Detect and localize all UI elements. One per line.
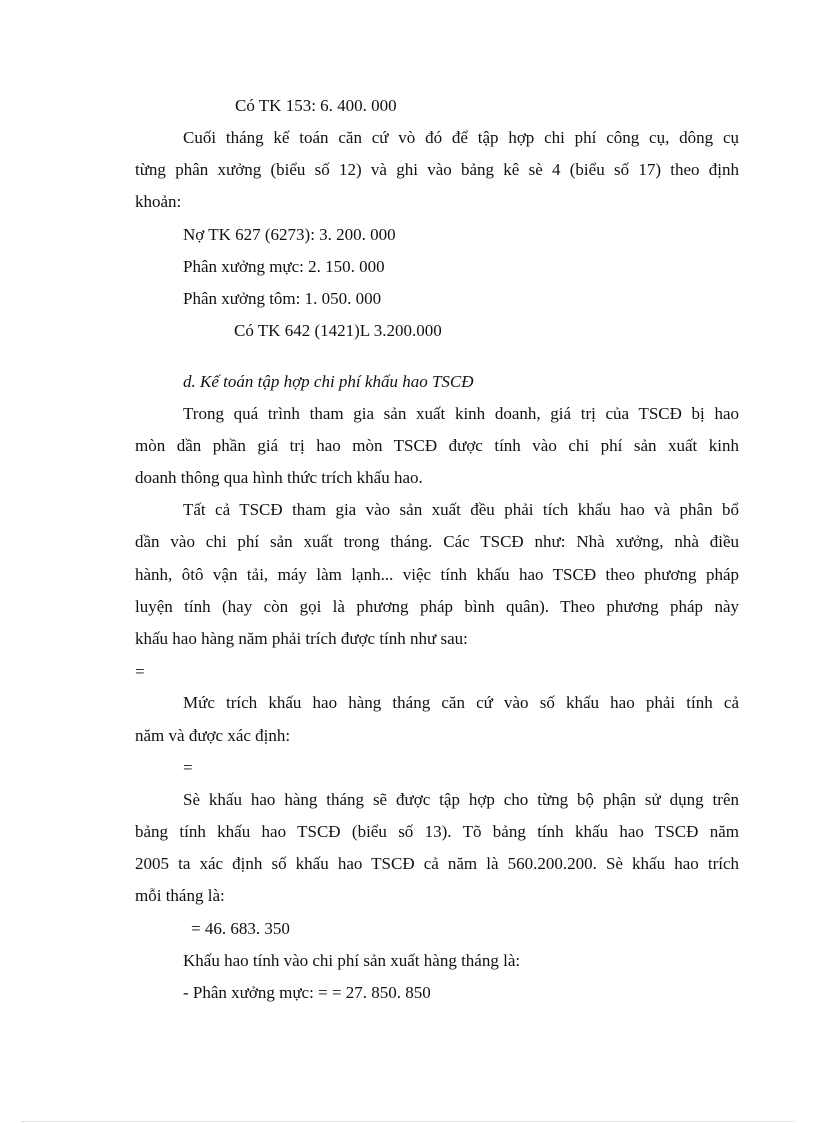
paragraph-line: Cuối tháng kế toán căn cứ vò đó để tập hợp chi phí công cụ, dông cụ — [183, 128, 739, 147]
section-heading: d. Kế toán tập hợp chi phí khấu hao TSCĐ — [183, 372, 474, 391]
paragraph-line: mỗi tháng là: — [135, 886, 225, 905]
paragraph-line: khấu hao hàng năm phải trích được tính như sau: — [135, 629, 468, 648]
paragraph-line: dần vào chi phí sản xuất trong tháng. Các TSCĐ như: Nhà xưởng, nhà điều — [135, 532, 739, 551]
paragraph-line: 2005 ta xác định số khấu hao TSCĐ cả năm là 560.200.200. Sè khấu hao trích — [135, 854, 739, 873]
paragraph-line: từng phân xưởng (biểu số 12) và ghi vào bảng kê sè 4 (biểu số 17) theo định — [135, 160, 739, 179]
workshop-squid-depreciation: - Phân xưởng mực: = = 27. 850. 850 — [183, 983, 431, 1002]
paragraph-line: Khấu hao tính vào chi phí sản xuất hàng tháng là: — [183, 951, 521, 970]
formula-equals: = — [183, 758, 193, 777]
workshop-squid-line: Phân xưởng mực: 2. 150. 000 — [183, 257, 385, 276]
page-bottom-rule — [22, 1121, 794, 1122]
debit-line-tk627: Nợ TK 627 (6273): 3. 200. 000 — [183, 225, 396, 244]
paragraph-line: Tất cả TSCĐ tham gia vào sản xuất đều phải tích khấu hao và phân bổ — [183, 500, 739, 519]
paragraph-line: năm và được xác định: — [135, 726, 291, 745]
paragraph-line: bảng tính khấu hao TSCĐ (biểu số 13). Tõ bảng tính khấu hao TSCĐ năm — [135, 822, 739, 841]
paragraph-line: doanh thông qua hình thức trích khấu hao. — [135, 468, 423, 487]
paragraph-line: Trong quá trình tham gia sản xuất kinh doanh, giá trị của TSCĐ bị hao — [183, 404, 739, 423]
credit-line-tk642: Có TK 642 (1421)L 3.200.000 — [234, 321, 442, 340]
paragraph-line: Mức trích khấu hao hàng tháng căn cứ vào số khấu hao phải tính cả — [183, 693, 739, 712]
paragraph-line: hành, ôtô vận tải, máy làm lạnh... việc tính khấu hao TSCĐ theo phương pháp — [135, 565, 739, 584]
workshop-shrimp-line: Phân xưởng tôm: 1. 050. 000 — [183, 289, 382, 308]
paragraph-line: Sè khấu hao hàng tháng sẽ được tập hợp cho từng bộ phận sử dụng trên — [183, 790, 739, 809]
paragraph-line: luyện tính (hay còn gọi là phương pháp bình quân). Theo phương pháp này — [135, 597, 739, 616]
paragraph-line: mòn dần phần giá trị hao mòn TSCĐ được tính vào chi phí sản xuất kinh — [135, 436, 739, 455]
formula-equals: = — [135, 662, 145, 681]
monthly-depreciation-value: = 46. 683. 350 — [191, 919, 290, 938]
paragraph-line: khoản: — [135, 192, 182, 211]
credit-line-tk153: Có TK 153: 6. 400. 000 — [235, 96, 397, 115]
